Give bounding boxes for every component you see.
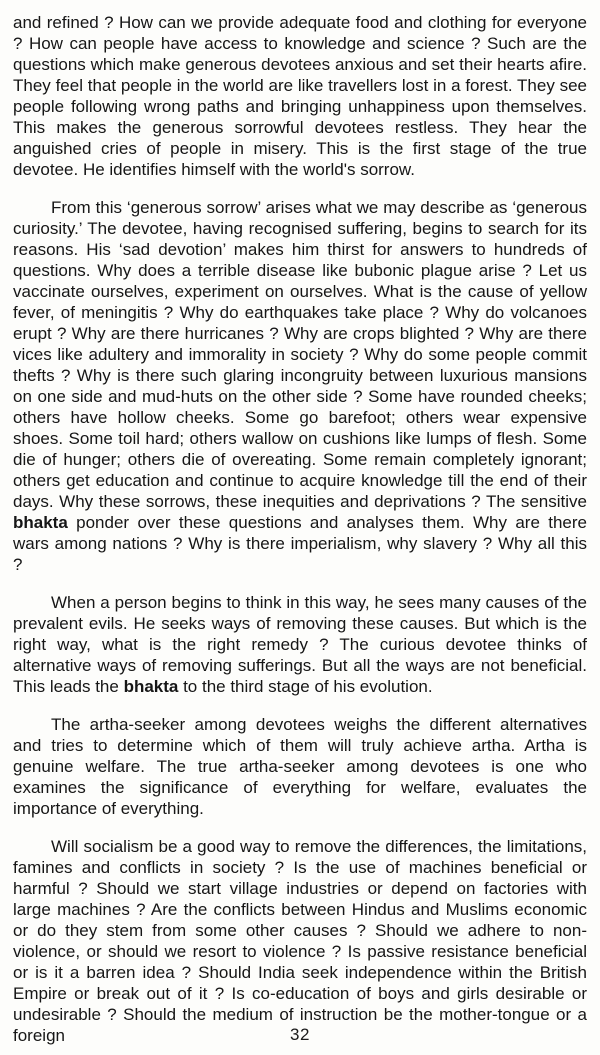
text-segment: and refined ? How can we provide adequate food and clothing for everyone ? How can people have access to knowledge and science ? Such are the questions which make generous devotees anxious and set their hearts afire. They feel that people in the world are like travellers lost in a forest. They see people following wrong paths and bringing unhappiness upon themselves. This makes the generous sorrowful devotees restless. They hear the anguished cries of people in misery. This is the first stage of the true devotee. He identifies himself with the world's sorrow. — [13, 13, 587, 179]
text-segment: From this ‘generous sorrow’ arises what we may describe as ‘generous curiosity.’ The devotee, having recognised suffering, begins to search for its reasons. His ‘sad devotion’ makes him thirst for answers to hundreds of questions. Why does a terrible disease like bubonic plague arise ? Let us vaccinate ourselves, experiment on ourselves. What is the cause of yellow fever, of meningitis ? Why do earthquakes take place ? Why do volcanoes erupt ? Why are there hurricanes ? Why are crops blighted ? Why are there vices like adultery and immorality in society ? Why do some people commit thefts ? Why is there such glaring incongruity between luxurious mansions on one side and mud-huts on the other side ? Some have rounded cheeks; others have hollow cheeks. Some go barefoot; others wear expensive shoes. Some toil hard; others wallow on cushions like lumps of flesh. Some die of hunger; others die of overeating. Some remain completely ignorant; others get education and continue to acquire knowledge till the end of their days. Why these sorrows, these inequities and deprivations ? The sensitive — [13, 198, 587, 511]
paragraph — [13, 714, 587, 819]
bold-term: bhakta — [123, 677, 179, 696]
paragraph — [13, 836, 587, 1046]
text-segment: The artha-seeker among devotees weighs the different alternatives and tries to determine which of them will truly achieve artha. Artha is genuine welfare. The true artha-seeker among devotees is one who examines the significance of everything for welfare, evaluates the importance of everything. — [13, 715, 587, 818]
paragraph — [13, 592, 587, 697]
text-segment: Will socialism be a good way to remove the differences, the limitations, famines and conflicts in society ? Is the use of machines beneficial or harmful ? Should we start village industries or depend on factories with large machines ? Are the conflicts between Hindus and Muslims economic or do they stem from some other causes ? Should we adhere to non-violence, or should we resort to violence ? Is passive resistance beneficial or is it a barren idea ? Should India seek independence within the British Empire or break out of it ? Is co-education of boys and girls desirable or undesirable ? Should the medium of instruction be the mother-tongue or a foreign — [13, 837, 587, 1045]
bold-term: bhakta — [13, 513, 68, 532]
text-block — [13, 12, 587, 1046]
paragraph — [13, 197, 587, 575]
page-footer — [0, 1024, 600, 1045]
text-segment: When a person begins to think in this way, he sees many causes of the prevalent evils. He seeks ways of removing these causes. But which is the right way, what is the right remedy ? The curious devotee thinks of alternative ways of removing sufferings. But all the ways are not beneficial. This leads the — [13, 593, 587, 696]
text-segment: ponder over these questions and analyses them. Why are there wars among nations ? Why is there imperialism, why slavery ? Why all this ? — [13, 513, 587, 574]
text-segment: to the third stage of his evolution. — [178, 677, 433, 696]
paragraph — [13, 12, 587, 180]
page-number: 32 — [290, 1025, 310, 1044]
